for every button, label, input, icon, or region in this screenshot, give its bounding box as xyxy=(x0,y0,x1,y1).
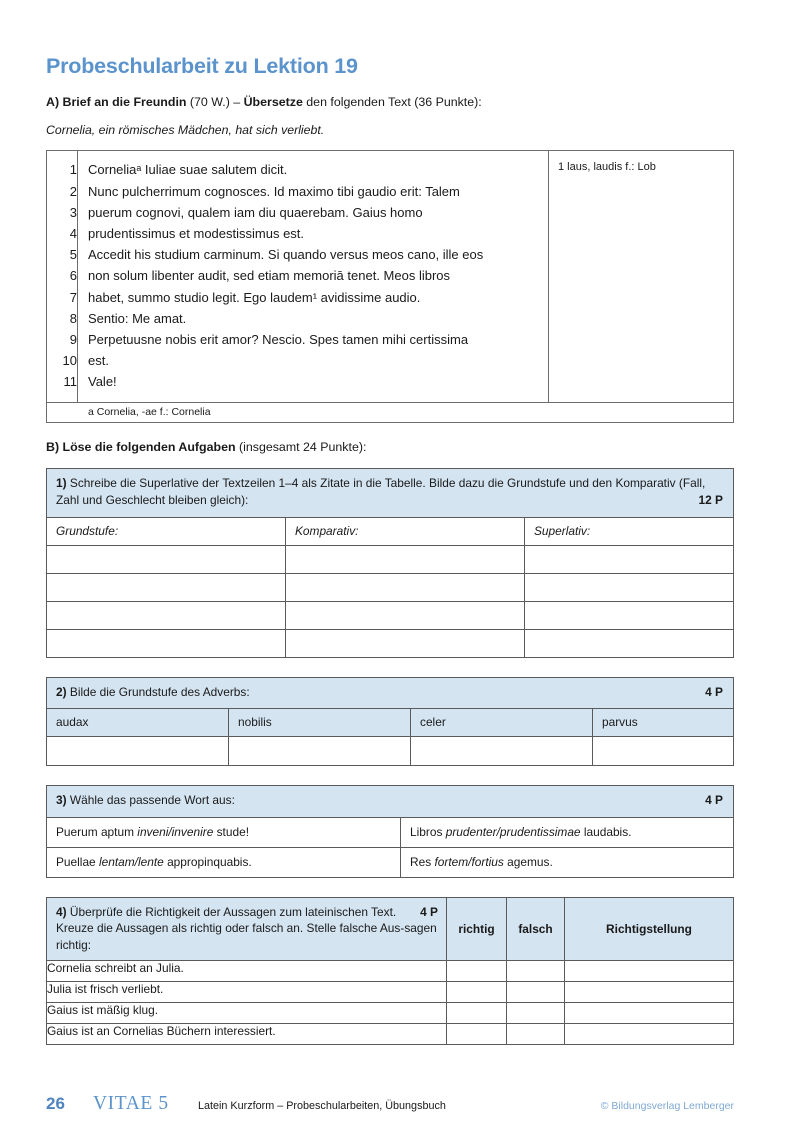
correction-cell[interactable] xyxy=(565,1003,734,1024)
exercise-3-prompt-text: Wähle das passende Wort aus: xyxy=(66,793,235,808)
sentence-choice: inveni/invenire xyxy=(137,824,214,839)
latin-lines-column xyxy=(78,151,549,402)
section-b-bold: Löse die folgenden Aufgaben xyxy=(62,439,236,454)
correction-cell[interactable] xyxy=(565,982,734,1003)
exercise-3-sentence-row[interactable] xyxy=(47,817,734,847)
exercise-4-header-row xyxy=(47,897,734,961)
latin-text-table xyxy=(46,150,734,422)
section-a-suffix: den folgenden Text (36 Punkte): xyxy=(302,94,482,109)
exercise-2-answer-row[interactable] xyxy=(47,737,734,766)
latin-line: est. xyxy=(88,353,109,369)
sentence-post: laudabis. xyxy=(580,824,632,839)
column-header-falsch: falsch xyxy=(507,897,565,961)
answer-cell-superlativ[interactable] xyxy=(525,573,734,601)
exercise-4-statement-row[interactable] xyxy=(47,1003,734,1024)
vocabulary-entry: 1 laus, laudis f.: Lob xyxy=(558,161,656,174)
answer-cell-grundstufe[interactable] xyxy=(47,573,286,601)
latin-footnote: a Cornelia, -ae f.: Cornelia xyxy=(88,405,211,418)
line-number: 1 xyxy=(69,162,77,178)
line-number-column xyxy=(47,151,78,402)
line-number: 10 xyxy=(62,353,77,369)
checkbox-cell-richtig[interactable] xyxy=(447,1024,507,1045)
sentence-cell-right[interactable] xyxy=(401,817,734,847)
exercise-2-prompt-text: Bilde die Grundstufe des Adverbs: xyxy=(66,684,250,699)
column-header-grundstufe: Grundstufe: xyxy=(47,517,286,545)
word-nobilis: nobilis xyxy=(229,709,411,737)
latin-line: Sentio: Me amat. xyxy=(88,310,187,326)
statement-text: Cornelia schreibt an Julia. xyxy=(47,961,447,982)
exercise-4-table xyxy=(46,897,734,1046)
latin-line: Nunc pulcherrimum cognosces. Id maximo tibi gaudio erit: Talem xyxy=(88,183,460,199)
exercise-3-header-row xyxy=(47,786,734,818)
answer-cell-superlativ[interactable] xyxy=(525,601,734,629)
exercise-4-statement-row[interactable] xyxy=(47,1024,734,1045)
exercise-1-answer-row[interactable] xyxy=(47,545,734,573)
sentence-post: appropinquabis. xyxy=(163,854,252,869)
exercise-1-header-row xyxy=(47,468,734,517)
checkbox-cell-richtig[interactable] xyxy=(447,982,507,1003)
exercise-2-header-row xyxy=(47,677,734,709)
section-a-prefix: A) xyxy=(46,94,60,109)
answer-cell-komparativ[interactable] xyxy=(286,573,525,601)
answer-cell-parvus[interactable] xyxy=(593,737,734,766)
exercise-3-sentence-row[interactable] xyxy=(47,847,734,877)
column-header-superlativ: Superlativ: xyxy=(525,517,734,545)
answer-cell-audax[interactable] xyxy=(47,737,229,766)
line-number: 9 xyxy=(69,332,77,347)
brand-subtitle: Latein Kurzform – Probeschularbeiten, Übungsbuch xyxy=(198,1100,446,1112)
exercise-1-answer-row[interactable] xyxy=(47,629,734,657)
exercise-4-prompt-text: Überprüfe die Richtigkeit der Aussagen zum lateinischen Text. Kreuze die Aussagen als richtig oder falsch an. Stelle falsche Aus-sagen richtig: xyxy=(56,904,437,952)
statement-text: Gaius ist mäßig klug. xyxy=(47,1003,447,1024)
sentence-cell-left[interactable] xyxy=(47,817,401,847)
answer-cell-komparativ[interactable] xyxy=(286,545,525,573)
answer-cell-superlativ[interactable] xyxy=(525,629,734,657)
exercise-1-header-cell xyxy=(47,468,734,517)
line-number: 2 xyxy=(69,183,77,199)
sentence-choice: lentam/lente xyxy=(98,854,164,869)
section-b-heading xyxy=(46,440,734,454)
exercise-2-words-row xyxy=(47,709,734,737)
answer-cell-superlativ[interactable] xyxy=(525,545,734,573)
exercise-4-statement-row[interactable] xyxy=(47,961,734,982)
answer-cell-komparativ[interactable] xyxy=(286,601,525,629)
checkbox-cell-falsch[interactable] xyxy=(507,961,565,982)
line-number: 4 xyxy=(69,225,77,241)
page-content xyxy=(46,55,734,1045)
page-title: Probeschularbeit zu Lektion 19 xyxy=(46,54,358,78)
section-a-intro: Cornelia, ein römisches Mädchen, hat sich verliebt. xyxy=(46,123,325,138)
latin-line: prudentissimus et modestissimus est. xyxy=(88,225,305,241)
column-header-richtig: richtig xyxy=(447,897,507,961)
answer-cell-nobilis[interactable] xyxy=(229,737,411,766)
page-number: 26 xyxy=(46,1094,65,1113)
exercise-2-points: 4 P xyxy=(705,684,723,699)
answer-cell-grundstufe[interactable] xyxy=(47,629,286,657)
checkbox-cell-richtig[interactable] xyxy=(447,1003,507,1024)
sentence-post: stude! xyxy=(213,824,250,839)
checkbox-cell-falsch[interactable] xyxy=(507,982,565,1003)
line-number: 3 xyxy=(69,204,77,220)
line-number: 11 xyxy=(63,374,77,390)
answer-cell-grundstufe[interactable] xyxy=(47,601,286,629)
exercise-3-header-cell xyxy=(47,786,734,818)
latin-line: puerum cognovi, qualem iam diu quaerebam. Gaius homo xyxy=(88,204,423,220)
exercise-1-prompt-text: Schreibe die Superlative der Textzeilen 1–4 als Zitate in die Tabelle. Bilde dazu die Grundstufe und den Komparativ (Fall, Zahl und Geschlecht bleiben gleich): xyxy=(56,475,706,508)
sentence-pre: Res xyxy=(410,854,435,869)
checkbox-cell-richtig[interactable] xyxy=(447,961,507,982)
word-parvus: parvus xyxy=(593,709,734,737)
brand-name: VITAE 5 xyxy=(93,1093,169,1114)
copyright-notice: © Bildungsverlag Lemberger xyxy=(600,1100,734,1112)
exercise-1-table xyxy=(46,468,734,658)
exercise-3-prompt xyxy=(47,786,733,817)
section-a-bold-1: Brief an die Freundin xyxy=(62,94,187,109)
page-footer xyxy=(46,1093,734,1119)
exercise-4-points: 4 P xyxy=(420,904,438,919)
exercise-4-prompt xyxy=(47,898,446,961)
section-a-heading xyxy=(46,94,734,111)
latin-line: Corneliaᵃ Iuliae suae salutem dicit. xyxy=(88,162,288,178)
exercise-2-prompt xyxy=(47,678,733,709)
exercise-1-prompt xyxy=(47,469,733,517)
exercise-1-number: 1) xyxy=(56,475,67,490)
sentence-pre: Libros xyxy=(410,824,446,839)
sentence-cell-left[interactable] xyxy=(47,847,401,877)
section-b-suffix: (insgesamt 24 Punkte): xyxy=(235,439,367,454)
exercise-2-header-cell xyxy=(47,677,734,709)
latin-line: non solum libenter audit, sed etiam memoriā tenet. Meos libros xyxy=(88,268,451,284)
exercise-1-answer-row[interactable] xyxy=(47,601,734,629)
sentence-choice: fortem/fortius xyxy=(434,854,504,869)
section-a-mid: (70 W.) – xyxy=(186,94,244,109)
line-number: 8 xyxy=(69,310,77,326)
exercise-3-number: 3) xyxy=(56,793,67,808)
sentence-pre: Puerum aptum xyxy=(56,824,138,839)
exercise-1-column-headers xyxy=(47,517,734,545)
exercise-2-number: 2) xyxy=(56,684,67,699)
line-number: 5 xyxy=(69,247,77,263)
correction-cell[interactable] xyxy=(565,1024,734,1045)
sentence-cell-right[interactable] xyxy=(401,847,734,877)
line-number: 6 xyxy=(69,268,77,284)
word-audax: audax xyxy=(47,709,229,737)
exercise-4-prompt-cell xyxy=(47,897,447,961)
exercise-1-answer-row[interactable] xyxy=(47,573,734,601)
answer-cell-grundstufe[interactable] xyxy=(47,545,286,573)
exercise-2-table xyxy=(46,677,734,767)
exercise-4-statement-row[interactable] xyxy=(47,982,734,1003)
checkbox-cell-falsch[interactable] xyxy=(507,1024,565,1045)
sentence-choice: prudenter/prudentissimae xyxy=(445,824,581,839)
latin-text-body-row xyxy=(47,151,734,402)
checkbox-cell-falsch[interactable] xyxy=(507,1003,565,1024)
answer-cell-komparativ[interactable] xyxy=(286,629,525,657)
statement-text: Gaius ist an Cornelias Büchern interessiert. xyxy=(47,1024,276,1039)
correction-cell[interactable] xyxy=(565,961,734,982)
sentence-post: agemus. xyxy=(503,854,553,869)
exercise-4-number: 4) xyxy=(56,904,67,919)
exercise-1-points: 12 P xyxy=(698,493,723,508)
answer-cell-celer[interactable] xyxy=(411,737,593,766)
latin-line: habet, summo studio legit. Ego laudem¹ avidissime audio. xyxy=(88,289,421,305)
exercise-3-table xyxy=(46,785,734,878)
exercise-3-points: 4 P xyxy=(705,793,723,808)
statement-text: Julia ist frisch verliebt. xyxy=(47,982,447,1003)
latin-line: Accedit his studium carminum. Si quando versus meos cano, ille eos xyxy=(88,247,484,263)
latin-line: Vale! xyxy=(88,374,117,390)
line-number: 7 xyxy=(69,289,77,305)
column-header-richtigstellung: Richtigstellung xyxy=(565,897,734,961)
section-b-prefix: B) xyxy=(46,439,60,454)
section-a-bold-2: Übersetze xyxy=(243,94,303,109)
sentence-pre: Puellae xyxy=(56,854,99,869)
latin-footnote-row xyxy=(47,402,734,422)
column-header-komparativ: Komparativ: xyxy=(286,517,525,545)
vocabulary-column xyxy=(549,151,734,402)
word-celer: celer xyxy=(411,709,593,737)
latin-line: Perpetuusne nobis erit amor? Nescio. Spes tamen mihi certissima xyxy=(88,332,469,347)
